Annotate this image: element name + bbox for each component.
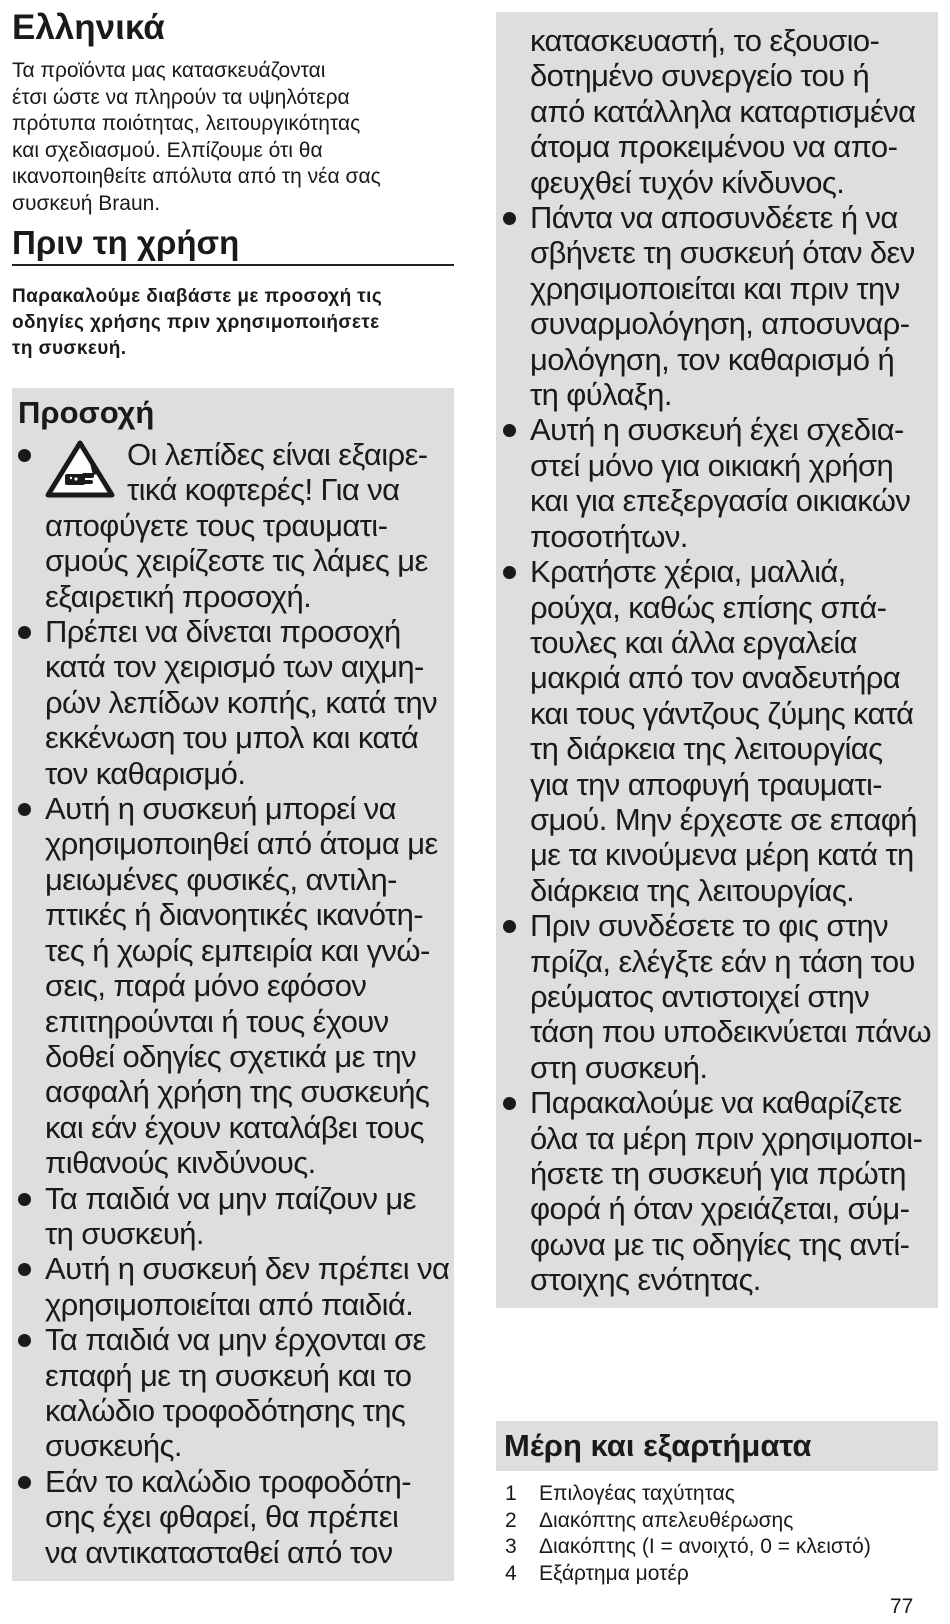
intro-line: και σχεδιασμού. Ελπίζουμε ότι θα	[12, 138, 323, 162]
line: Πρέπει να δίνεται προσοχή	[45, 614, 401, 650]
line: τουλες και άλλα εργαλεία	[530, 624, 858, 660]
line: διάρκεια της λειτουργίας.	[530, 872, 855, 908]
line: φωνα με τις οδηγίες της αντί-	[530, 1226, 910, 1262]
line: επιτηρούνται ή τους έχουν	[45, 1003, 389, 1039]
part-number: 3	[505, 1535, 517, 1558]
caution-item	[500, 412, 936, 554]
caution-item	[500, 200, 936, 412]
caution-title: Προσοχή	[18, 395, 155, 430]
line: Εάν το καλώδιο τροφοδότη-	[45, 1463, 411, 1499]
line: χρησιμοποιηθεί από άτομα με	[45, 826, 438, 862]
line: και εάν έχουν καταλάβει τους	[45, 1109, 424, 1145]
line: στοιχης ενότητας.	[530, 1262, 761, 1298]
blade-warning-icon	[45, 439, 115, 499]
language-title: Ελληνικά	[12, 8, 165, 47]
line: να αντικατασταθεί από τον	[45, 1534, 393, 1570]
caution-item	[15, 1322, 451, 1464]
line: κατασκευαστή, το εξουσιο-	[530, 23, 880, 58]
line: σβήνετε τη συσκευή όταν δεν	[530, 235, 915, 271]
line: μειωμένες φυσικές, αντιλη-	[45, 861, 397, 897]
line: τες ή χωρίς εμπειρία και γνώ-	[45, 932, 430, 968]
line: Πάντα να αποσυνδέετε ή να	[530, 200, 898, 236]
line: δοτημένο συνεργείο του ή	[530, 58, 870, 94]
part-label: Διακόπτης (I = ανοιχτό, 0 = κλειστό)	[539, 1535, 871, 1558]
parts-item	[505, 1534, 940, 1561]
line: Τα παιδιά να μην έρχονται σε	[45, 1322, 426, 1358]
line: πρίζα, ελέγξτε εάν η τάση του	[530, 943, 915, 979]
line: στη συσκευή.	[530, 1049, 708, 1085]
caution-item	[15, 1181, 451, 1252]
line: ποσοτήτων.	[530, 518, 688, 554]
caution-list-left	[15, 437, 451, 1570]
line: με τα κινούμενα μέρη κατά τη	[530, 837, 914, 873]
page-number: 77	[890, 1595, 914, 1618]
caution-list-right	[500, 200, 936, 1298]
line: αποφύγετε τους τραυματι-	[45, 507, 388, 543]
read-instructions-notice	[12, 284, 452, 362]
line: τη διάρκεια της λειτουργίας	[530, 731, 883, 767]
section-divider	[12, 264, 454, 266]
notice-line: Παρακαλούμε διαβάστε με προσοχή τις	[12, 286, 383, 307]
parts-title: Μέρη και εξαρτήματα	[496, 1421, 938, 1471]
line: φευχθεί τυχόν κίνδυνος.	[530, 164, 845, 200]
line: τάση που υποδεικνύεται πάνω	[530, 1014, 931, 1050]
notice-line: οδηγίες χρήσης πριν χρησιμοποιήσετε	[12, 312, 380, 333]
line: πιθανούς κινδύνους.	[45, 1145, 316, 1181]
line: Οι λεπίδες είναι εξαιρε-	[127, 437, 428, 472]
intro-paragraph	[12, 58, 452, 217]
line: σεις, παρά μόνο εφόσον	[45, 968, 367, 1004]
line: χρησιμοποιείται από παιδιά.	[45, 1286, 414, 1322]
line: όλα τα μέρη πριν χρησιμοποι-	[530, 1120, 923, 1156]
line: Αυτή η συσκευή μπορεί να	[45, 791, 396, 827]
line: συσκευής.	[45, 1428, 182, 1464]
line: μολόγηση, τον καθαρισμό ή	[530, 341, 895, 377]
part-number: 2	[505, 1508, 517, 1532]
caution-item	[500, 554, 936, 908]
line: σμού. Μην έρχεστε σε επαφή	[530, 801, 917, 837]
line: τικά κοφτερές! Για να	[127, 472, 400, 508]
caution-item	[500, 908, 936, 1085]
line: επαφή με τη συσκευή και το	[45, 1357, 412, 1393]
line: ήσετε τη συσκευή για πρώτη	[530, 1156, 906, 1191]
parts-item	[505, 1481, 940, 1508]
line: μακριά από τον αναδευτήρα	[530, 660, 901, 696]
line: Αυτή η συσκευή δεν πρέπει να	[45, 1251, 450, 1287]
line: ρούχα, καθώς επίσης σπά-	[530, 589, 887, 625]
line: τον καθαρισμό.	[45, 755, 246, 791]
before-use-title: Πριν τη χρήση	[12, 224, 240, 261]
caution-item	[15, 614, 451, 791]
line: Πριν συνδέσετε το φις στην	[530, 908, 889, 944]
line: τη φύλαξη.	[530, 377, 672, 413]
part-number: 4	[505, 1561, 517, 1585]
part-label: Εξάρτημα μοτέρ	[539, 1561, 689, 1585]
caution-item	[15, 1251, 451, 1322]
line: Τα παιδιά να μην παίζουν με	[45, 1180, 416, 1216]
parts-list	[505, 1481, 940, 1587]
caution-item	[500, 1085, 936, 1297]
part-label: Διακόπτης απελευθέρωσης	[539, 1508, 794, 1532]
caution-list-right-wrapper	[500, 23, 936, 1298]
line: στεί μόνο για οικιακή χρήση	[530, 447, 894, 483]
line: εξαιρετική προσοχή.	[45, 578, 312, 614]
line: ρεύματος αντιστοιχεί στην	[530, 978, 870, 1014]
line: ασφαλή χρήση της συσκευής	[45, 1074, 430, 1110]
line: συναρμολόγηση, αποσυναρ-	[530, 306, 910, 342]
line: πτικές ή διανοητικές ικανότη-	[45, 897, 423, 933]
parts-item	[505, 1561, 940, 1588]
intro-line: έτσι ώστε να πληρούν τα υψηλότερα	[12, 85, 350, 109]
line: από κατάλληλα καταρτισμένα	[530, 93, 916, 129]
line: άτομα προκειμένου να απο-	[530, 129, 898, 165]
notice-line: τη συσκευή.	[12, 338, 127, 359]
line: και τους γάντζους ζύμης κατά	[530, 695, 914, 731]
line: κατά τον χειρισμό των αιχμη-	[45, 649, 424, 685]
line: τη συσκευή.	[45, 1215, 204, 1251]
line: για την αποφυγή τραυματι-	[530, 766, 883, 802]
caution-item	[15, 437, 451, 614]
line: σμούς χειρίζεστε τις λάμες με	[45, 543, 428, 579]
line: δοθεί οδηγίες σχετικά με την	[45, 1038, 417, 1074]
part-number: 1	[505, 1482, 517, 1505]
line: καλώδιο τροφοδότησης της	[45, 1392, 406, 1428]
intro-line: πρότυπα ποιότητας, λειτουργικότητας	[12, 112, 361, 135]
part-label: Επιλογέας ταχύτητας	[539, 1482, 735, 1505]
caution-item-continuation	[500, 23, 936, 200]
intro-line: Τα προϊόντα μας κατασκευάζονται	[12, 59, 326, 82]
line: Παρακαλούμε να καθαρίζετε	[530, 1085, 902, 1121]
line: φορά ή όταν χρειάζεται, σύμ-	[530, 1191, 910, 1227]
line: σης έχει φθαρεί, θα πρέπει	[45, 1499, 399, 1535]
line: ρών λεπίδων κοπής, κατά την	[45, 684, 438, 720]
line: εκκένωση του μπολ και κατά	[45, 720, 419, 756]
line: Κρατήστε χέρια, μαλλιά,	[530, 554, 846, 590]
line: Αυτή η συσκευή έχει σχεδια-	[530, 412, 904, 448]
caution-item	[15, 791, 451, 1180]
line: χρησιμοποιείται και πριν την	[530, 270, 900, 306]
intro-line: ικανοποιηθείτε απόλυτα από τη νέα σας	[12, 165, 381, 188]
parts-item	[505, 1508, 940, 1535]
intro-line: συσκευή Braun.	[12, 191, 161, 215]
line: και για επεξεργασία οικιακών	[530, 483, 911, 519]
caution-item	[15, 1464, 451, 1570]
